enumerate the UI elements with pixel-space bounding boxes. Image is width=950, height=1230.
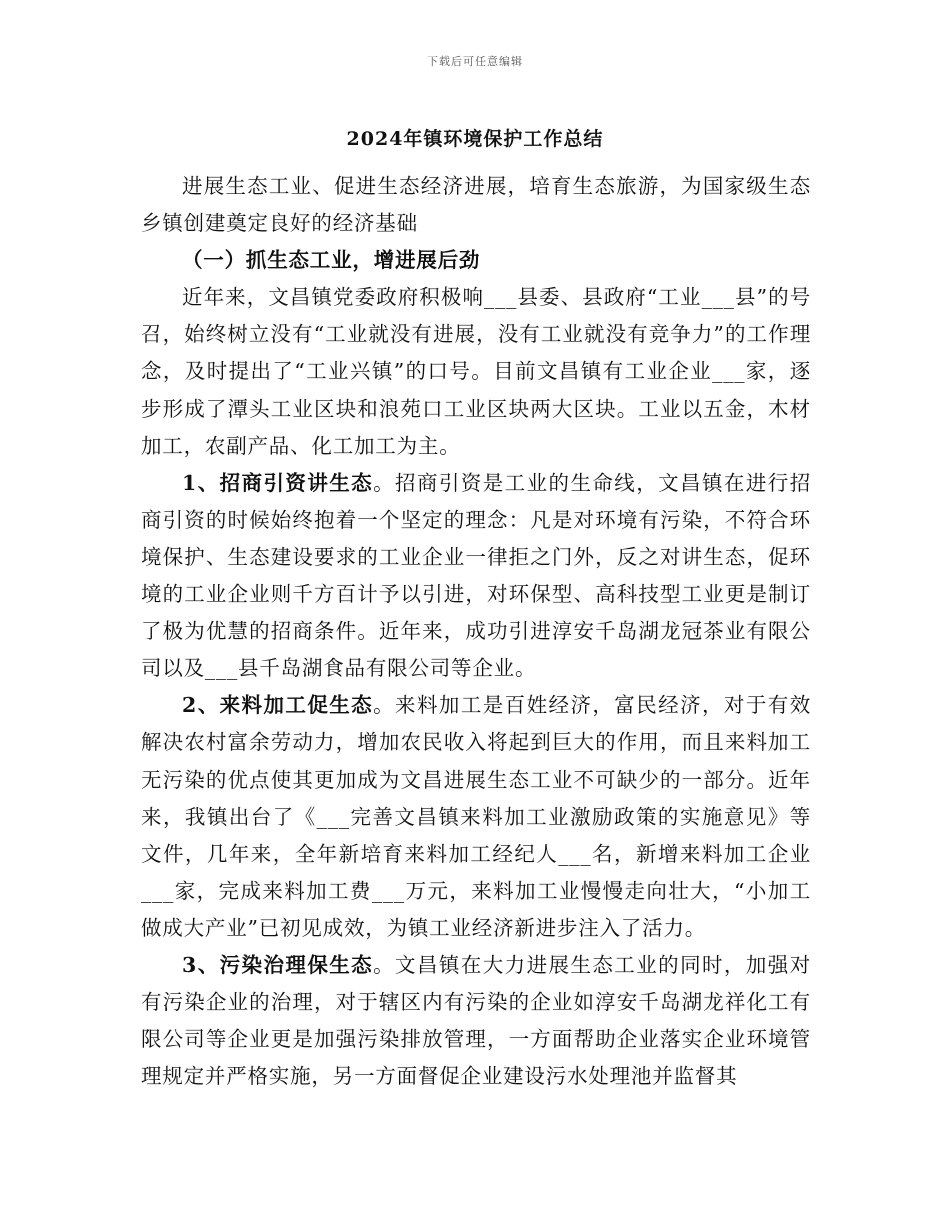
document-body xyxy=(141,168,811,1095)
document-title: 2024年镇环境保护工作总结 xyxy=(346,128,604,150)
paragraph-1: 近年来，文昌镇党委政府积极响___县委、县政府“工业___县”的号召，始终树立没有“工业就没有进展，没有工业就没有竞争力”的工作理念，及时提出了“工业兴镇”的口号。目前文昌镇有工业企业___家，逐步形成了潭头工业区块和浪苑口工业区块两大区块。工业以五金，木材加工，农副产品、化工加工为主。 xyxy=(141,285,811,458)
section-heading: （一）抓生态工业，增进展后劲 xyxy=(182,248,481,273)
item-2-paragraph xyxy=(141,687,811,947)
intro-paragraph: 进展生态工业、促进生态经济进展，培育生态旅游，为国家级生态乡镇创建奠定良好的经济基础 xyxy=(141,174,811,236)
header-note: 下载后可任意编辑 xyxy=(427,55,523,68)
item-1-text: 。招商引资是工业的生命线，文昌镇在进行招商引资的时候始终抱着一个坚定的理念：凡是对环境有污染，不符合环境保护、生态建设要求的工业企业一律拒之门外，反之对讲生态，促环境的工业企业则千方百计予以引进，对环保型、高科技型工业更是制订了极为优慧的招商条件。近年来，成功引进淳安千岛湖龙冠茶业有限公司以及___县千岛湖食品有限公司等企业。 xyxy=(141,470,812,681)
item-1-paragraph xyxy=(141,465,811,688)
item-2-text: 。来料加工是百姓经济，富民经济，对于有效解决农村富余劳动力，增加农民收入将起到巨大的作用，而且来料加工无污染的优点使其更加成为文昌进展生态工业不可缺少的一部分。近年来，我镇出台了《___完善文昌镇来料加工业激励政策的实施意见》等文件，几年来，全年新培育来料加工经纪人___名，新增来料加工企业___家，完成来料加工费___万元，来料加工业慢慢走向壮大，“小加工做成大产业”已初见成效，为镇工业经济新进步注入了活力。 xyxy=(141,693,812,940)
item-1-lead: 1、招商引资讲生态 xyxy=(182,470,374,495)
item-3-paragraph xyxy=(141,947,811,1095)
item-3-lead: 3、污染治理保生态 xyxy=(182,952,374,977)
item-2-lead: 2、来料加工促生态 xyxy=(182,693,374,718)
item-3-text: 。文昌镇在大力进展生态工业的同时，加强对有污染企业的治理，对于辖区内有污染的企业如淳安千岛湖龙祥化工有限公司等企业更是加强污染排放管理，一方面帮助企业落实企业环境管理规定并严格实施，另一方面督促企业建设污水处理池并监督其 xyxy=(141,952,812,1089)
